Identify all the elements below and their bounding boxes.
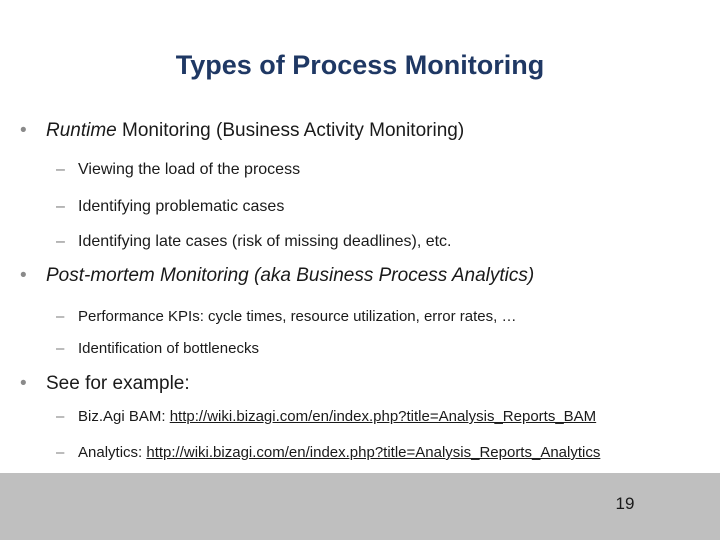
dash-marker: – xyxy=(56,340,65,357)
subitem-prefix: Biz.Agi BAM: xyxy=(78,408,170,425)
dash-marker: – xyxy=(56,444,65,461)
bullet-post-mortem-monitoring xyxy=(20,265,534,287)
dash-marker: – xyxy=(56,161,65,178)
subitem-text: Identifying problematic cases xyxy=(78,198,285,215)
bullet-see-for-example xyxy=(20,373,190,395)
bullet-text: See for example: xyxy=(46,373,190,394)
subitem-analytics xyxy=(56,444,600,461)
dash-marker: – xyxy=(56,408,65,425)
analytics-link[interactable]: http://wiki.bizagi.com/en/index.php?title=Analysis_Reports_Analytics xyxy=(146,444,601,461)
bullet-text: Post-mortem Monitoring (aka Business Process Analytics) xyxy=(46,265,535,286)
dash-marker: – xyxy=(56,198,65,215)
subitem-late-cases xyxy=(56,233,452,251)
bullet-marker: • xyxy=(20,120,27,141)
subitem-bottlenecks xyxy=(56,340,259,357)
dash-marker: – xyxy=(56,308,65,325)
bullet-marker: • xyxy=(20,373,27,394)
bizagi-bam-link[interactable]: http://wiki.bizagi.com/en/index.php?title=Analysis_Reports_BAM xyxy=(169,408,597,425)
subitem-text: Performance KPIs: cycle times, resource utilization, error rates, … xyxy=(78,308,517,325)
dash-marker: – xyxy=(56,233,65,250)
subitem-bizagi-bam xyxy=(56,408,596,425)
subitem-text: Viewing the load of the process xyxy=(78,161,301,178)
subitem-prefix: Analytics: xyxy=(78,444,147,461)
subitem-problematic-cases xyxy=(56,198,284,216)
bullet-marker: • xyxy=(20,265,27,286)
bullet-emphasis: Runtime xyxy=(46,120,117,141)
slide-title: Types of Process Monitoring xyxy=(175,50,545,80)
bullet-runtime-monitoring xyxy=(20,120,464,142)
bullet-text: Monitoring (Business Activity Monitoring) xyxy=(116,120,465,141)
subitem-viewing-load xyxy=(56,161,300,179)
subitem-performance-kpis xyxy=(56,308,516,325)
subitem-text: Identification of bottlenecks xyxy=(78,340,259,357)
subitem-text: Identifying late cases (risk of missing deadlines), etc. xyxy=(78,233,452,250)
page-number: 19 xyxy=(615,494,635,513)
